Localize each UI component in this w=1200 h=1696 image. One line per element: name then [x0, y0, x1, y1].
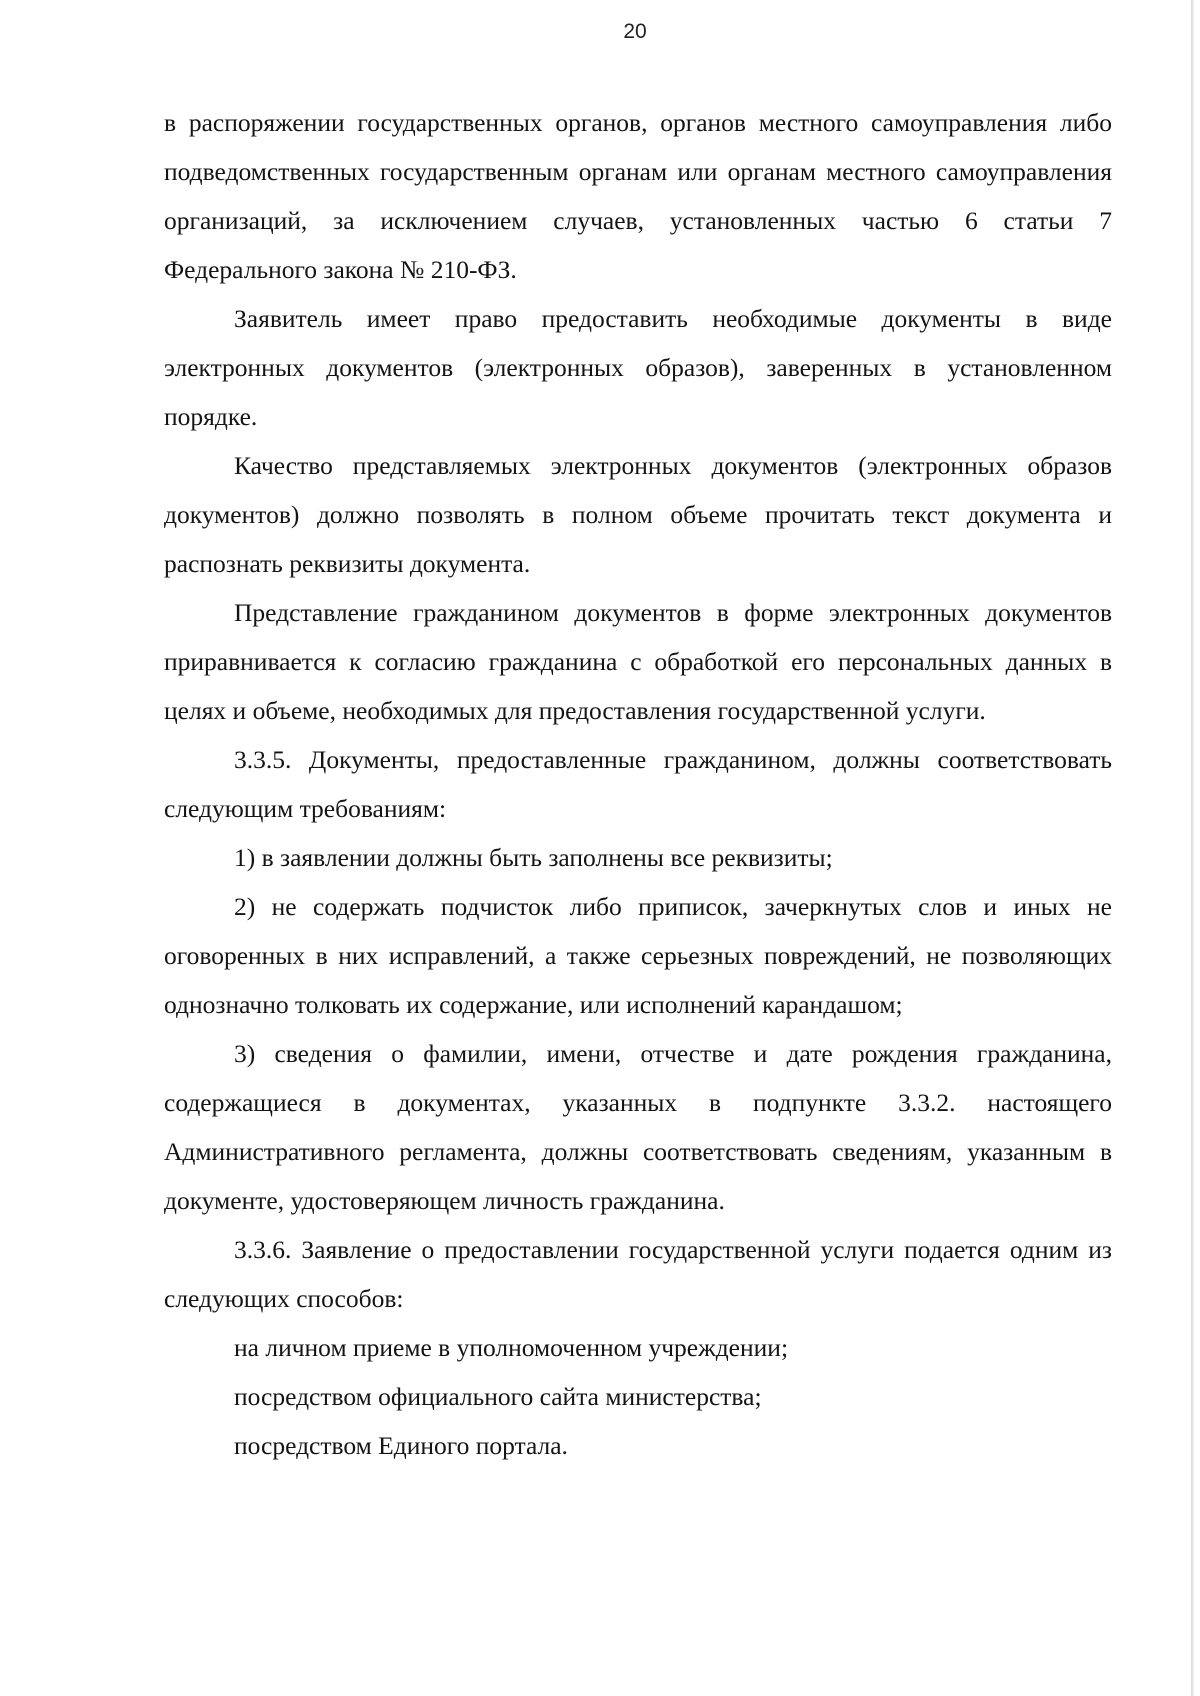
paragraph-3-3-6: 3.3.6. Заявление о предоставлении государственной услуги подается одним из следующих способов: — [164, 1235, 1112, 1313]
paragraph-electronic-quality: Качество представляемых электронных документов (электронных образов документов) должно позволять в полном объеме прочитать текст документа и распознать реквизиты документа. — [164, 451, 1112, 578]
requirement-3: 3) сведения о фамилии, имени, отчестве и дате рождения гражданина, содержащиеся в документах, указанных в подпункте 3.3.2. настоящего Административного регламента, должны соответствовать сведениям, указанным в документе, удостоверяющем личность гражданина. — [164, 1039, 1112, 1215]
method-in-person: на личном приеме в уполномоченном учреждении; — [234, 1333, 789, 1362]
method-unified-portal: посредством Единого портала. — [234, 1431, 568, 1460]
paragraph-consent: Представление гражданином документов в форме электронных документов приравнивается к согласию гражданина с обработкой его персональных данных в целях и объеме, необходимых для предоставления государственной услуги. — [164, 598, 1112, 725]
document-body — [164, 98, 1112, 1470]
requirement-1: 1) в заявлении должны быть заполнены все реквизиты; — [234, 843, 833, 872]
method-ministry-site: посредством официального сайта министерства; — [234, 1382, 762, 1411]
page-edge — [1191, 0, 1194, 1696]
paragraph-continuation: в распоряжении государственных органов, органов местного самоуправления либо подведомственных государственным органам или органам местного самоуправления организаций, за исключением случаев, установленных частью 6 статьи 7 Федерального закона № 210-ФЗ. — [164, 108, 1112, 284]
paragraph-3-3-5: 3.3.5. Документы, предоставленные гражданином, должны соответствовать следующим требованиям: — [164, 745, 1112, 823]
page-number: 20 — [623, 20, 647, 43]
paragraph-electronic-right: Заявитель имеет право предоставить необходимые документы в виде электронных документов (электронных образов), заверенных в установленном порядке. — [164, 304, 1112, 431]
requirement-2: 2) не содержать подчисток либо приписок, зачеркнутых слов и иных не оговоренных в них исправлений, а также серьезных повреждений, не позволяющих однозначно толковать их содержание, или исполнений карандашом; — [164, 892, 1112, 1019]
